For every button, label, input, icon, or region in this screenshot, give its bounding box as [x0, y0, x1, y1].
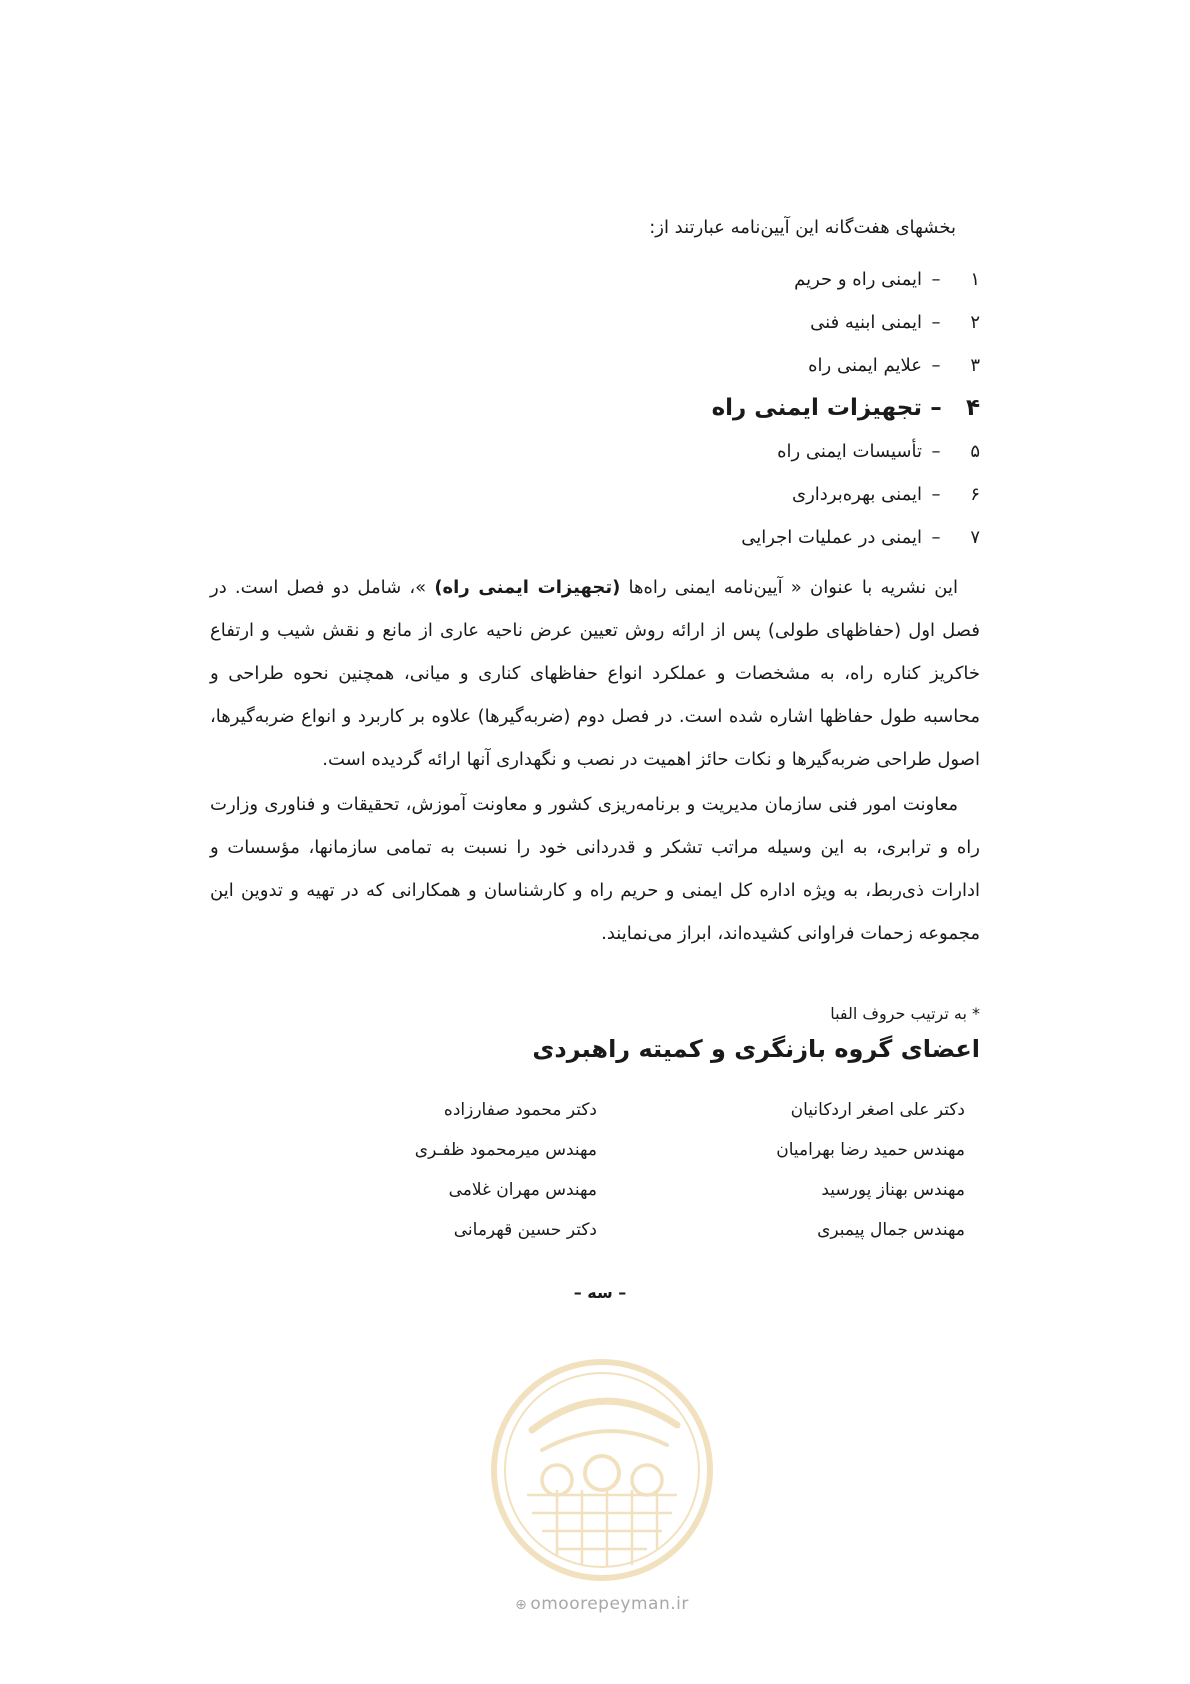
- paragraph-acknowledgement: [210, 783, 980, 955]
- section-dash: –: [931, 355, 941, 376]
- section-dash: –: [931, 484, 941, 505]
- committee-column-left: [337, 1090, 597, 1250]
- section-item: [260, 301, 980, 344]
- section-item: [260, 473, 980, 516]
- committee-title: اعضای گروه بازنگری و کمیته راهبردی: [532, 1035, 980, 1063]
- committee-member: مهندس مهران غلامی: [448, 1180, 597, 1200]
- committee-member: مهندس جمال پیمبری: [817, 1220, 965, 1240]
- committee-member: مهندس بهناز پورسید: [821, 1180, 965, 1200]
- section-label: ایمنی ابنیه فنی: [810, 312, 922, 333]
- sections-list: [260, 258, 980, 559]
- committee-member: مهندس حمید رضا بهرامیان: [776, 1140, 965, 1160]
- page-number: – سه –: [573, 1283, 627, 1302]
- section-number: ۷: [970, 527, 980, 548]
- section-number: ۴: [965, 395, 980, 421]
- committee-member: دکتر محمود صفارزاده: [443, 1100, 597, 1120]
- intro-line: بخشهای هفت‌گانه این آیین‌نامه عبارتند از:: [649, 217, 956, 238]
- section-item: [260, 258, 980, 301]
- section-label: ایمنی در عملیات اجرایی: [741, 527, 922, 548]
- watermark-site-text: omoorepeyman.ir: [530, 1594, 689, 1614]
- watermark-site: [492, 1594, 712, 1614]
- committee-member: مهندس میرمحمود ظفـری: [414, 1140, 597, 1160]
- paragraph-text: معاونت امور فنی سازمان مدیریت و برنامه‌ریزی کشور و معاونت آموزش، تحقیقات و فناوری وزارت راه و ترابری، به این وسیله مراتب تشکر و قدردانی خود را نسبت به تمامی سازمانها، مؤسسات و ادارات ذی‌ربط، به ویژه اداره کل ایمنی و حریم راه و کارشناسان و همکارانی که در تهیه و تدوین این مجموعه زحمات فراوانی کشیده‌اند، ابراز می‌نمایند.: [210, 794, 980, 944]
- section-number: ۵: [970, 441, 980, 462]
- watermark-logo: [487, 1355, 717, 1585]
- section-number: ۶: [970, 484, 980, 505]
- globe-icon: ⊕: [515, 1597, 528, 1613]
- committee-member: دکتر حسین قهرمانی: [453, 1220, 597, 1240]
- section-dash: –: [931, 312, 941, 333]
- section-label: ایمنی بهره‌برداری: [792, 484, 922, 505]
- paragraph-text-before: این نشریه با عنوان « آیین‌نامه ایمنی راه‌ها: [620, 577, 958, 598]
- section-item: [260, 344, 980, 387]
- section-number: ۱: [970, 269, 980, 290]
- section-item-highlighted: [260, 387, 980, 430]
- section-dash: –: [931, 527, 941, 548]
- section-dash: –: [931, 441, 941, 462]
- section-label: ایمنی راه و حریم: [794, 269, 922, 290]
- paragraph-publication-summary: [210, 566, 980, 781]
- section-number: ۳: [970, 355, 980, 376]
- section-label: علایم ایمنی راه: [808, 355, 922, 376]
- section-item: [260, 430, 980, 473]
- section-number: ۲: [970, 312, 980, 333]
- paragraph-text-after: »، شامل دو فصل است. در فصل اول (حفاظهای طولی) پس از ارائه روش تعیین عرض ناحیه عاری از مانع و نقش شیب و ارتفاع خاکریز کناره راه، به مشخصات و عملکرد انواع حفاظهای کناری و میانی، همچنین نحوه طراحی و محاسبه طول حفاظها اشاره شده است. در فصل دوم (ضربه‌گیرها) علاوه بر کاربرد و انواع ضربه‌گیرها، اصول طراحی ضربه‌گیرها و نکات حائز اهمیت در نصب و نگهداری آنها ارائه گردیده است.: [210, 577, 980, 770]
- alphabetical-note: * به ترتیب حروف الفبا: [830, 1004, 980, 1023]
- committee-member: دکتر علی اصغر اردکانیان: [790, 1100, 965, 1120]
- paragraph-bold-title: (تجهیزات ایمنی راه): [434, 577, 621, 598]
- section-dash: –: [931, 269, 941, 290]
- section-label: تأسیسات ایمنی راه: [777, 441, 922, 462]
- section-label: تجهیزات ایمنی راه: [711, 395, 922, 421]
- section-item: [260, 516, 980, 559]
- section-dash: –: [930, 395, 942, 421]
- committee-column-right: [705, 1090, 965, 1250]
